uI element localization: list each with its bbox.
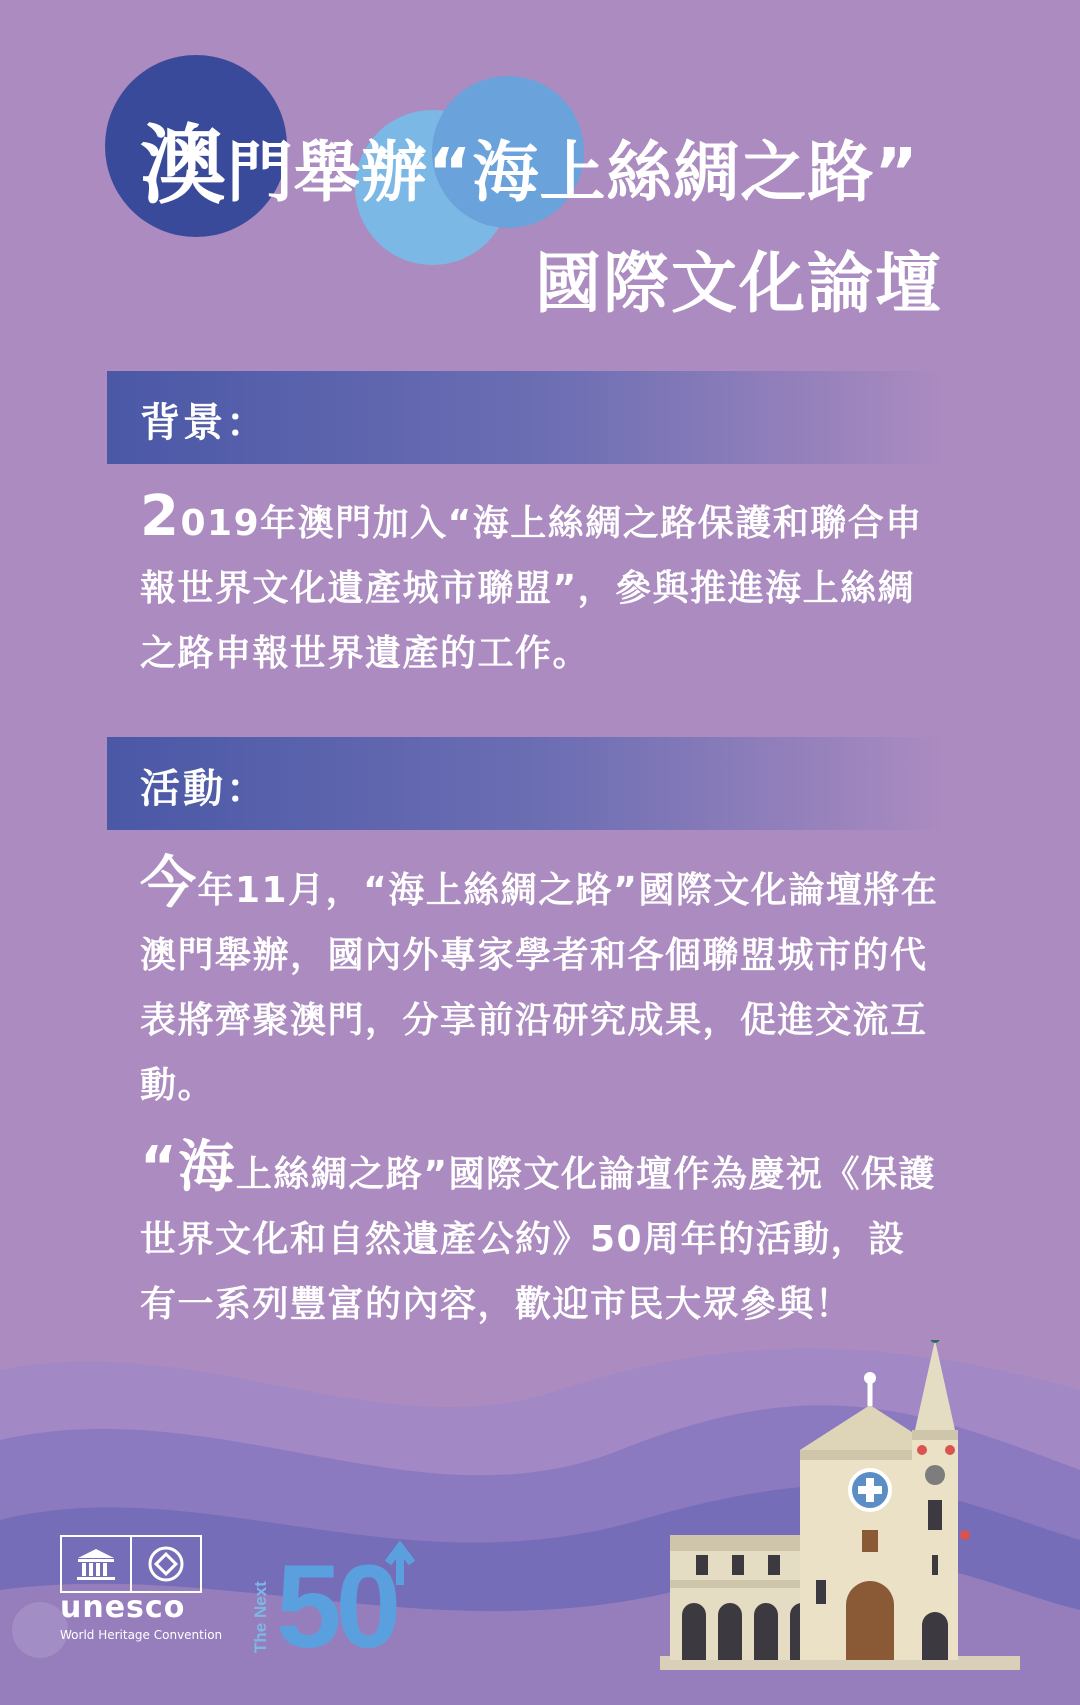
background-lead-char: 2	[140, 484, 181, 549]
title-first-char: 澳	[140, 116, 227, 216]
event-paragraph	[140, 1135, 940, 1337]
section-label-activity: 活動：	[140, 766, 269, 812]
activity-paragraph	[140, 851, 940, 1118]
section-bar-background	[107, 371, 942, 464]
unesco-wordmark: unesco	[60, 1590, 186, 1625]
unesco-logo	[60, 1535, 202, 1593]
the-next-label: The Next	[251, 1581, 270, 1653]
world-heritage-emblem-icon	[146, 1544, 186, 1584]
section-bar-activity	[107, 737, 942, 830]
church-illustration	[660, 1340, 1020, 1670]
event-text: 上絲綢之路”國際文化論壇作為慶祝《保護世界文化和自然遺產公約》50周年的活動，設有一系列豐富的內容，歡迎市民大眾參與！	[140, 1154, 936, 1325]
the-next-50-logo	[250, 1535, 435, 1660]
activity-text: 年11月，“海上絲綢之路”國際文化論壇將在澳門舉辦，國內外專家學者和各個聯盟城市的代表將齊聚澳門，分享前沿研究成果，促進交流互動。	[140, 870, 939, 1106]
unesco-temple-icon	[74, 1546, 118, 1582]
background-text: 019年澳門加入“海上絲綢之路保護和聯合申報世界文化遺產城市聯盟”，參與推進海上絲綢之路申報世界遺產的工作。	[140, 503, 923, 674]
title-line1-rest: 門舉辦“海上絲綢之路”	[227, 134, 919, 211]
activity-lead-char: 今	[140, 851, 198, 916]
world-heritage-convention-label: World Heritage Convention	[60, 1628, 223, 1642]
background-paragraph	[140, 484, 940, 686]
page-title-line2: 國際文化論壇	[535, 245, 943, 322]
fifty-number: 50	[276, 1541, 396, 1660]
page-title-line1	[140, 96, 1000, 220]
event-lead-char: “海	[140, 1135, 236, 1200]
section-label-background: 背景：	[140, 400, 269, 446]
